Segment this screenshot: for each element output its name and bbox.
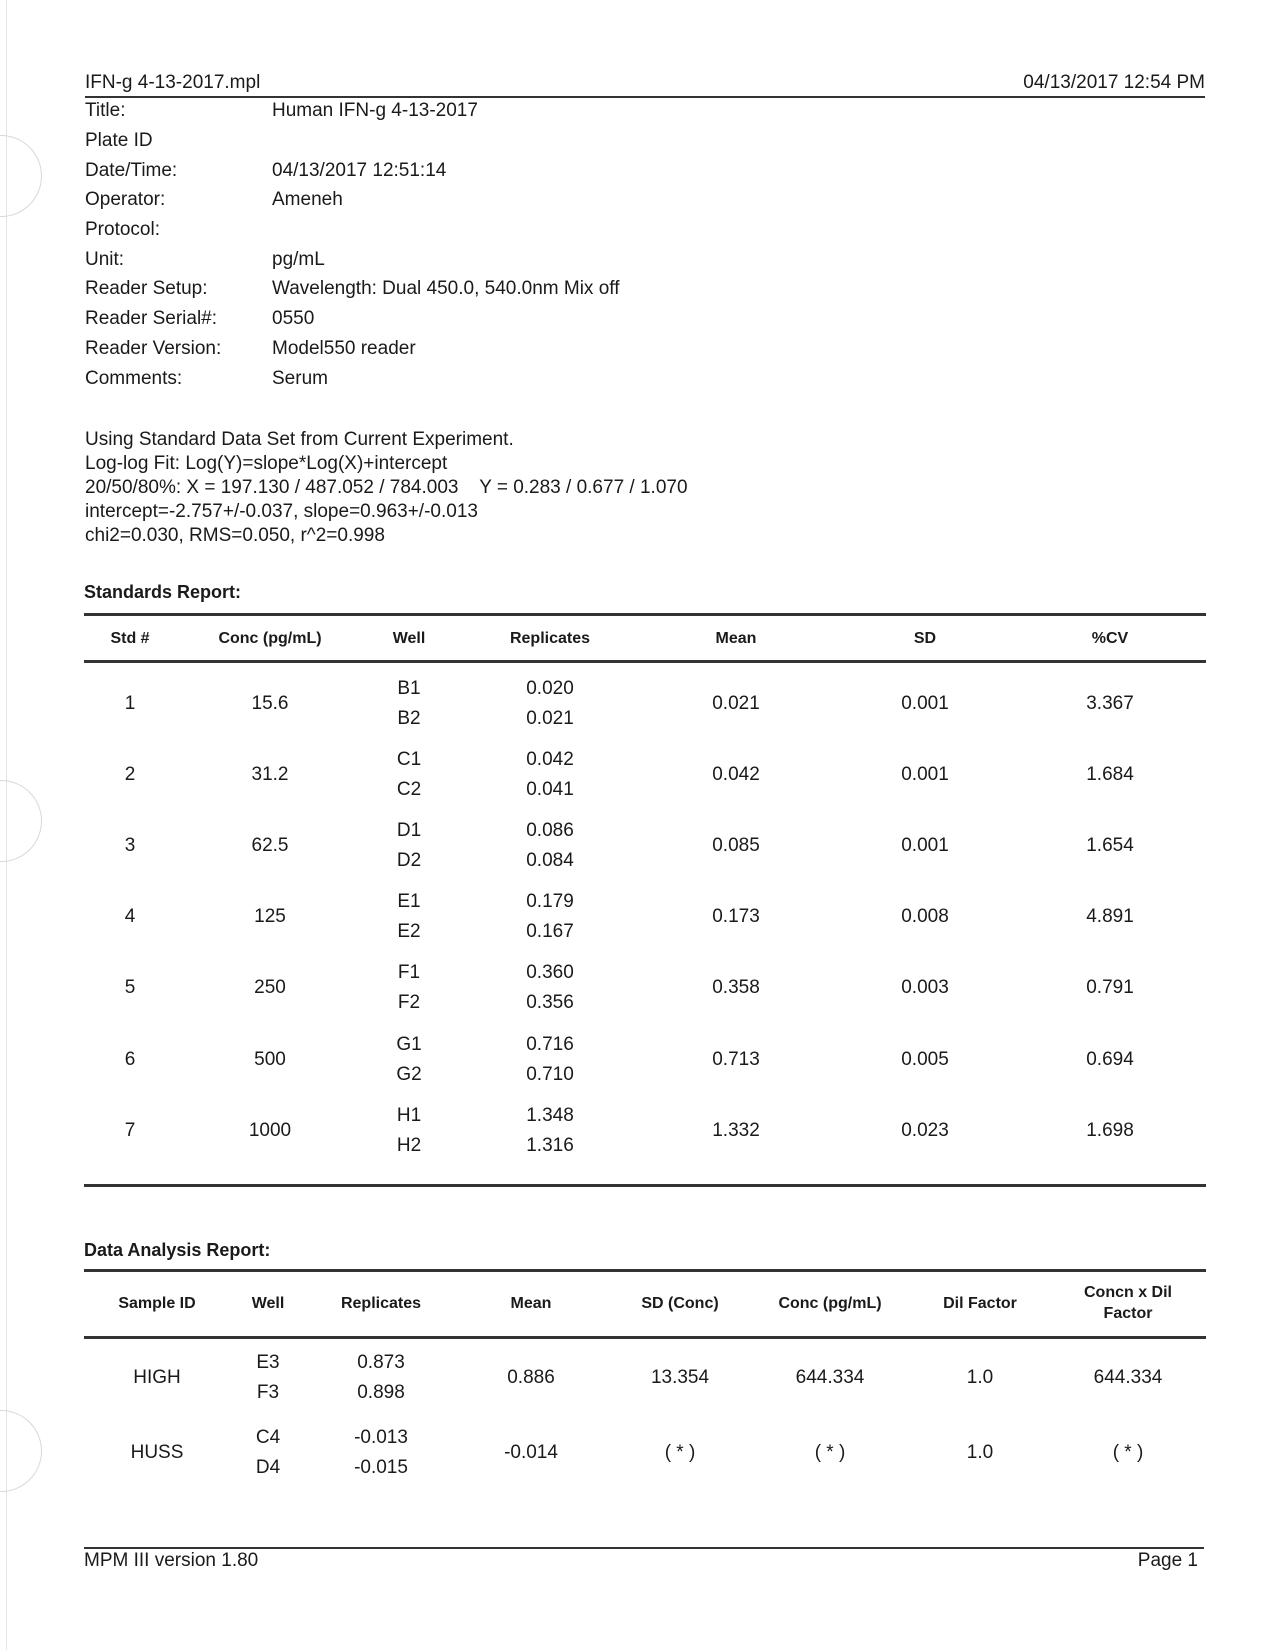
- cell-well: B1: [397, 678, 421, 699]
- meta-value-unit: pg/mL: [272, 249, 325, 270]
- cell-std: 7: [124, 1119, 136, 1141]
- column-header: Replicates: [509, 630, 591, 647]
- cell-replicate: 0.041: [526, 779, 574, 801]
- cell-cv: 3.367: [1086, 693, 1134, 714]
- cell-well: D1: [396, 820, 422, 842]
- cell-conc: 31.2: [251, 764, 289, 786]
- cell-mean: 0.358: [712, 977, 760, 999]
- cell-sd: 0.005: [901, 1048, 949, 1070]
- cell-mean: 0.886: [507, 1367, 555, 1388]
- table-rule: [84, 1336, 1206, 1339]
- cell-replicate: 0.716: [526, 1033, 574, 1055]
- cell-cv: 4.891: [1086, 906, 1134, 928]
- standards-report-title: Standards Report:: [84, 582, 242, 602]
- cell-concn-x-dil: 644.334: [1093, 1367, 1163, 1388]
- cell-well: E1: [397, 891, 421, 913]
- cell-cv: 1.698: [1086, 1119, 1134, 1141]
- meta-label-title: Title:: [85, 100, 126, 121]
- cell-std: 4: [124, 906, 136, 928]
- cell-cv: 1.684: [1086, 764, 1134, 786]
- meta-label-reader-version: Reader Version:: [85, 338, 222, 359]
- cell-sd: 0.001: [901, 764, 949, 786]
- column-header: Sample ID: [118, 1295, 196, 1312]
- cell-well: H2: [396, 1134, 422, 1156]
- column-header: Well: [251, 1295, 285, 1312]
- cell-well: H1: [396, 1104, 422, 1126]
- software-version: MPM III version 1.80: [84, 1550, 259, 1571]
- header-rule: [85, 96, 1205, 98]
- table-rule: [84, 1269, 1206, 1272]
- column-header: Well: [392, 630, 426, 647]
- meta-label-unit: Unit:: [85, 249, 125, 270]
- column-header: %CV: [1091, 630, 1129, 647]
- hole-punch-mark: [0, 780, 42, 862]
- column-header: Concn x Dil: [1083, 1284, 1173, 1301]
- cell-well: B2: [397, 708, 421, 729]
- table-rule: [84, 660, 1206, 663]
- cell-cv: 0.694: [1086, 1048, 1134, 1070]
- fit-line: intercept=-2.757+/-0.037, slope=0.963+/-0.013: [85, 501, 478, 522]
- printed-datetime: 04/13/2017 12:54 PM: [1023, 72, 1205, 93]
- fit-line: Log-log Fit: Log(Y)=slope*Log(X)+intercept: [85, 453, 448, 474]
- column-header: Factor: [1103, 1305, 1153, 1322]
- cell-mean: 0.021: [712, 693, 760, 714]
- cell-replicate: 0.710: [526, 1063, 574, 1085]
- cell-conc: ( * ): [814, 1442, 846, 1463]
- cell-replicate: 0.042: [526, 749, 574, 771]
- meta-label-operator: Operator:: [85, 189, 166, 210]
- data-analysis-report-title: Data Analysis Report:: [84, 1240, 271, 1260]
- cell-well: G1: [396, 1033, 422, 1055]
- meta-label-plate-id: Plate ID: [85, 130, 153, 151]
- cell-mean: 0.713: [712, 1048, 760, 1070]
- cell-sd-conc: 13.354: [650, 1367, 710, 1388]
- cell-well: D2: [396, 850, 422, 872]
- cell-replicate: -0.013: [354, 1427, 408, 1448]
- hole-punch-mark: [0, 1410, 42, 1492]
- table-rule: [84, 613, 1206, 616]
- cell-cv: 1.654: [1086, 835, 1134, 857]
- file-name: IFN-g 4-13-2017.mpl: [85, 72, 261, 93]
- cell-well: F3: [256, 1382, 280, 1403]
- column-header: Conc (pg/mL): [218, 630, 322, 647]
- cell-sample-id: HIGH: [133, 1367, 181, 1388]
- cell-well: C2: [396, 779, 422, 801]
- column-header: Conc (pg/mL): [778, 1295, 882, 1312]
- cell-replicate: 0.179: [526, 891, 574, 913]
- cell-cv: 0.791: [1086, 977, 1134, 999]
- meta-label-reader-serial: Reader Serial#:: [85, 308, 218, 329]
- cell-replicate: 0.021: [526, 708, 574, 729]
- cell-std: 1: [124, 693, 136, 714]
- cell-replicate: 1.348: [526, 1104, 574, 1126]
- cell-std: 5: [124, 977, 136, 999]
- cell-replicate: 0.084: [526, 850, 574, 872]
- cell-std: 2: [124, 764, 136, 786]
- column-header: SD (Conc): [641, 1295, 719, 1312]
- meta-label-reader-setup: Reader Setup:: [85, 278, 208, 299]
- cell-dil-factor: 1.0: [966, 1442, 994, 1463]
- meta-label-protocol: Protocol:: [85, 219, 160, 240]
- cell-well: C4: [255, 1427, 281, 1448]
- cell-sd: 0.001: [901, 693, 949, 714]
- cell-well: F1: [397, 962, 421, 984]
- cell-conc: 125: [254, 906, 286, 928]
- fit-line: chi2=0.030, RMS=0.050, r^2=0.998: [85, 525, 385, 546]
- cell-mean: 1.332: [712, 1119, 760, 1141]
- column-header: Dil Factor: [943, 1295, 1017, 1312]
- cell-well: G2: [396, 1063, 422, 1085]
- cell-well: E3: [256, 1352, 280, 1373]
- cell-replicate: 0.360: [526, 962, 574, 984]
- column-header: SD: [913, 630, 937, 647]
- page-number: Page 1: [1137, 1550, 1198, 1571]
- cell-std: 6: [124, 1048, 136, 1070]
- cell-well: D4: [255, 1457, 281, 1478]
- column-header: Std #: [110, 630, 150, 647]
- hole-punch-mark: [0, 135, 42, 217]
- cell-conc: 644.334: [795, 1367, 865, 1388]
- footer-rule: [84, 1547, 1204, 1549]
- meta-value-reader-version: Model550 reader: [272, 338, 416, 359]
- cell-replicate: 0.898: [357, 1382, 405, 1403]
- cell-sd: 0.023: [901, 1119, 949, 1141]
- cell-conc: 250: [254, 977, 286, 999]
- cell-sd: 0.008: [901, 906, 949, 928]
- cell-sd-conc: ( * ): [664, 1442, 696, 1463]
- cell-conc: 500: [254, 1048, 286, 1070]
- cell-conc: 15.6: [251, 693, 289, 714]
- meta-label-comments: Comments:: [85, 368, 183, 389]
- cell-replicate: 0.356: [526, 992, 574, 1014]
- cell-sample-id: HUSS: [130, 1442, 184, 1463]
- cell-well: E2: [397, 921, 421, 943]
- cell-mean: 0.042: [712, 764, 760, 786]
- cell-mean: 0.173: [712, 906, 760, 928]
- cell-sd: 0.003: [901, 977, 949, 999]
- meta-label-datetime: Date/Time:: [85, 160, 178, 181]
- cell-well: F2: [397, 992, 421, 1014]
- cell-conc: 62.5: [251, 835, 289, 857]
- meta-value-reader-setup: Wavelength: Dual 450.0, 540.0nm Mix off: [272, 278, 620, 299]
- cell-std: 3: [124, 835, 136, 857]
- fit-line: Using Standard Data Set from Current Experiment.: [85, 429, 514, 450]
- cell-well: C1: [396, 749, 422, 771]
- table-rule: [84, 1184, 1206, 1187]
- meta-value-operator: Ameneh: [272, 189, 343, 210]
- meta-value-title: Human IFN-g 4-13-2017: [272, 100, 478, 121]
- cell-conc: 1000: [248, 1119, 292, 1141]
- meta-value-comments: Serum: [272, 368, 328, 389]
- column-header: Mean: [715, 630, 757, 647]
- meta-value-reader-serial: 0550: [272, 308, 315, 329]
- cell-mean: 0.085: [712, 835, 760, 857]
- meta-value-datetime: 04/13/2017 12:51:14: [272, 160, 447, 181]
- cell-sd: 0.001: [901, 835, 949, 857]
- cell-replicate: 0.086: [526, 820, 574, 842]
- cell-replicate: 0.873: [357, 1352, 405, 1373]
- cell-mean: -0.014: [504, 1442, 558, 1463]
- cell-replicate: 0.020: [526, 678, 574, 699]
- cell-replicate: 1.316: [526, 1134, 574, 1156]
- cell-replicate: -0.015: [354, 1457, 408, 1478]
- column-header: Replicates: [340, 1295, 422, 1312]
- column-header: Mean: [510, 1295, 552, 1312]
- cell-replicate: 0.167: [526, 921, 574, 943]
- cell-dil-factor: 1.0: [966, 1367, 994, 1388]
- cell-concn-x-dil: ( * ): [1112, 1442, 1144, 1463]
- fit-line: 20/50/80%: X = 197.130 / 487.052 / 784.003 Y = 0.283 / 0.677 / 1.070: [85, 477, 688, 498]
